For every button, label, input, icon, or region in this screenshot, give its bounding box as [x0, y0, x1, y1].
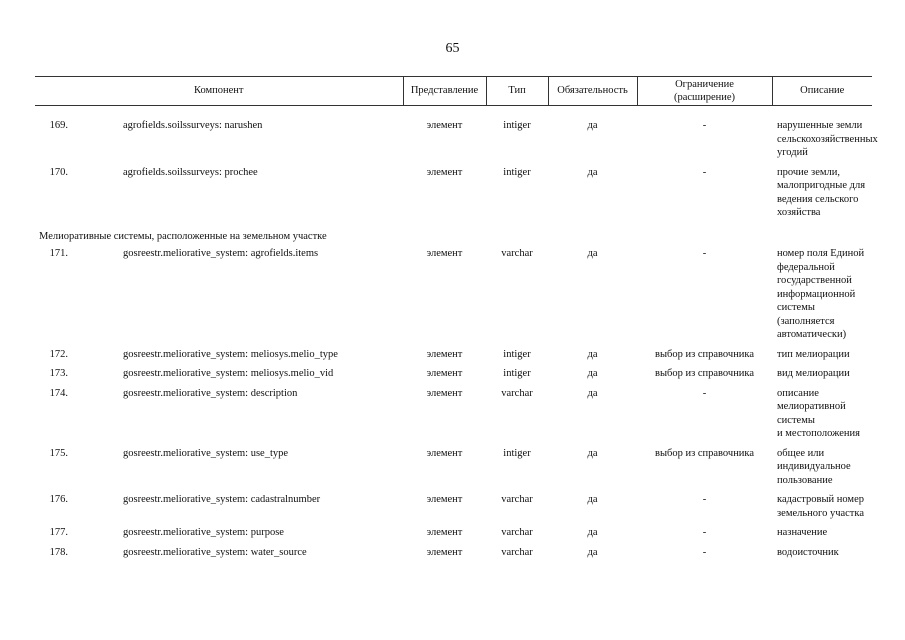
page-number: 65 — [445, 41, 460, 56]
row-representation: элемент — [426, 348, 463, 360]
description-line: угодий — [777, 147, 808, 158]
description-line: общее или — [777, 447, 825, 459]
row-description — [772, 348, 872, 368]
row-required: да — [587, 166, 598, 178]
row-type: varchar — [501, 387, 533, 399]
row-representation: элемент — [426, 447, 463, 459]
header-component: Компонент — [35, 77, 403, 106]
row-component: gosreestr.meliorative_system: purpose — [123, 527, 284, 538]
header-spacer — [35, 106, 872, 120]
table-row — [35, 546, 872, 566]
row-limitation: выбор из справочника — [654, 348, 755, 360]
row-number: 169. — [49, 120, 68, 131]
table-row — [35, 526, 872, 546]
header-limitation-line1: Ограничение — [675, 78, 734, 90]
table-row — [35, 166, 872, 226]
row-description — [772, 526, 872, 546]
description-line: системы (заполняется — [777, 302, 835, 327]
description-line: тип мелиорации — [777, 348, 850, 360]
section-title: Мелиоративные системы, расположенные на земельном участке — [39, 230, 327, 242]
header-limitation — [637, 77, 772, 106]
row-number: 176. — [49, 494, 68, 505]
description-line: индивидуальное — [777, 461, 851, 472]
description-line: ведения сельского — [777, 193, 859, 205]
description-line: системы — [777, 414, 815, 426]
description-line: мелиоративной — [777, 401, 846, 412]
row-representation: элемент — [426, 494, 463, 505]
row-type: varchar — [501, 527, 533, 538]
description-line: пользование — [777, 474, 833, 486]
description-line: номер поля Единой — [777, 248, 865, 259]
row-required: да — [587, 447, 598, 459]
row-required: да — [587, 120, 598, 131]
row-required: да — [587, 494, 598, 505]
row-component: gosreestr.meliorative_system: use_type — [123, 447, 289, 459]
description-line: малопригодные для — [777, 180, 866, 191]
row-description — [772, 119, 878, 166]
table-row — [35, 367, 872, 387]
row-component: agrofields.soilssurveys: prochee — [123, 166, 258, 178]
row-required: да — [587, 387, 598, 399]
row-representation: элемент — [426, 368, 463, 379]
row-component: agrofields.soilssurveys: narushen — [123, 120, 263, 131]
row-component: gosreestr.meliorative_system: description — [123, 387, 298, 399]
table-body — [35, 106, 878, 566]
row-required: да — [587, 546, 598, 558]
row-description — [772, 166, 872, 226]
table-row — [35, 348, 872, 368]
description-line: описание — [777, 387, 819, 399]
row-limitation: выбор из справочника — [654, 447, 755, 459]
header-required: Обязательность — [548, 77, 637, 106]
row-description — [772, 387, 872, 447]
row-limitation: выбор из справочника — [654, 368, 755, 379]
description-line: нарушенные земли — [777, 120, 863, 131]
row-description — [772, 493, 872, 526]
row-component: gosreestr.meliorative_system: cadastralnumber — [123, 494, 321, 505]
row-component: gosreestr.meliorative_system: water_source — [123, 546, 307, 558]
row-type: intiger — [503, 120, 531, 131]
row-description — [772, 367, 872, 387]
row-limitation: - — [702, 166, 707, 178]
row-limitation: - — [702, 546, 707, 558]
row-number: 178. — [49, 546, 68, 558]
description-line: федеральной — [777, 261, 835, 273]
row-number: 173. — [49, 368, 68, 379]
row-representation: элемент — [426, 248, 463, 259]
row-required: да — [587, 368, 598, 379]
row-description — [772, 546, 872, 566]
description-line: земельного участка — [777, 507, 864, 519]
description-line: автоматически) — [777, 329, 847, 340]
row-representation: элемент — [426, 387, 463, 399]
row-number: 171. — [49, 248, 68, 259]
table-row — [35, 387, 872, 447]
row-component: gosreestr.meliorative_system: agrofields.items — [123, 248, 319, 259]
row-required: да — [587, 527, 598, 538]
table-row — [35, 247, 872, 348]
row-description — [772, 447, 872, 494]
header-limitation-line2: (расширение) — [673, 92, 736, 103]
row-component: gosreestr.meliorative_system: meliosys.melio_vid — [123, 368, 334, 379]
description-line: государственной — [777, 275, 852, 286]
row-limitation: - — [702, 387, 707, 399]
header-representation: Представление — [403, 77, 486, 106]
row-type: varchar — [501, 494, 533, 505]
row-required: да — [587, 248, 598, 259]
table-header — [35, 77, 872, 106]
description-line: прочие земли, — [777, 166, 840, 178]
table-row — [35, 447, 872, 494]
row-limitation: - — [702, 248, 707, 259]
row-component: gosreestr.meliorative_system: meliosys.melio_type — [123, 348, 338, 360]
table-row — [35, 119, 872, 166]
description-line: информационной — [777, 288, 856, 300]
row-limitation: - — [702, 120, 707, 131]
section-row — [35, 226, 872, 248]
components-table — [35, 76, 878, 565]
description-line: кадастровый номер — [777, 494, 864, 505]
row-number: 170. — [49, 166, 68, 178]
row-limitation: - — [702, 527, 707, 538]
row-required: да — [587, 348, 598, 360]
table-row — [35, 493, 872, 526]
row-type: intiger — [503, 348, 531, 360]
row-type: intiger — [503, 447, 531, 459]
row-type: varchar — [501, 546, 533, 558]
row-number: 174. — [49, 387, 68, 399]
row-representation: элемент — [426, 546, 463, 558]
row-description — [772, 247, 872, 348]
description-line: хозяйства — [777, 207, 821, 218]
description-line: вид мелиорации — [777, 368, 850, 379]
description-line: сельскохозяйственных — [777, 133, 878, 145]
row-type: intiger — [503, 166, 531, 178]
row-representation: элемент — [426, 120, 463, 131]
row-representation: элемент — [426, 527, 463, 538]
row-number: 177. — [49, 527, 68, 538]
header-description: Описание — [772, 77, 872, 106]
row-representation: элемент — [426, 166, 463, 178]
description-line: назначение — [777, 527, 828, 538]
row-limitation: - — [702, 494, 707, 505]
header-type: Тип — [486, 77, 548, 106]
row-number: 175. — [49, 447, 68, 459]
description-line: водоисточник — [777, 546, 839, 558]
description-line: и местоположения — [777, 428, 860, 439]
row-type: varchar — [501, 248, 533, 259]
row-number: 172. — [49, 348, 68, 360]
row-type: intiger — [503, 368, 531, 379]
